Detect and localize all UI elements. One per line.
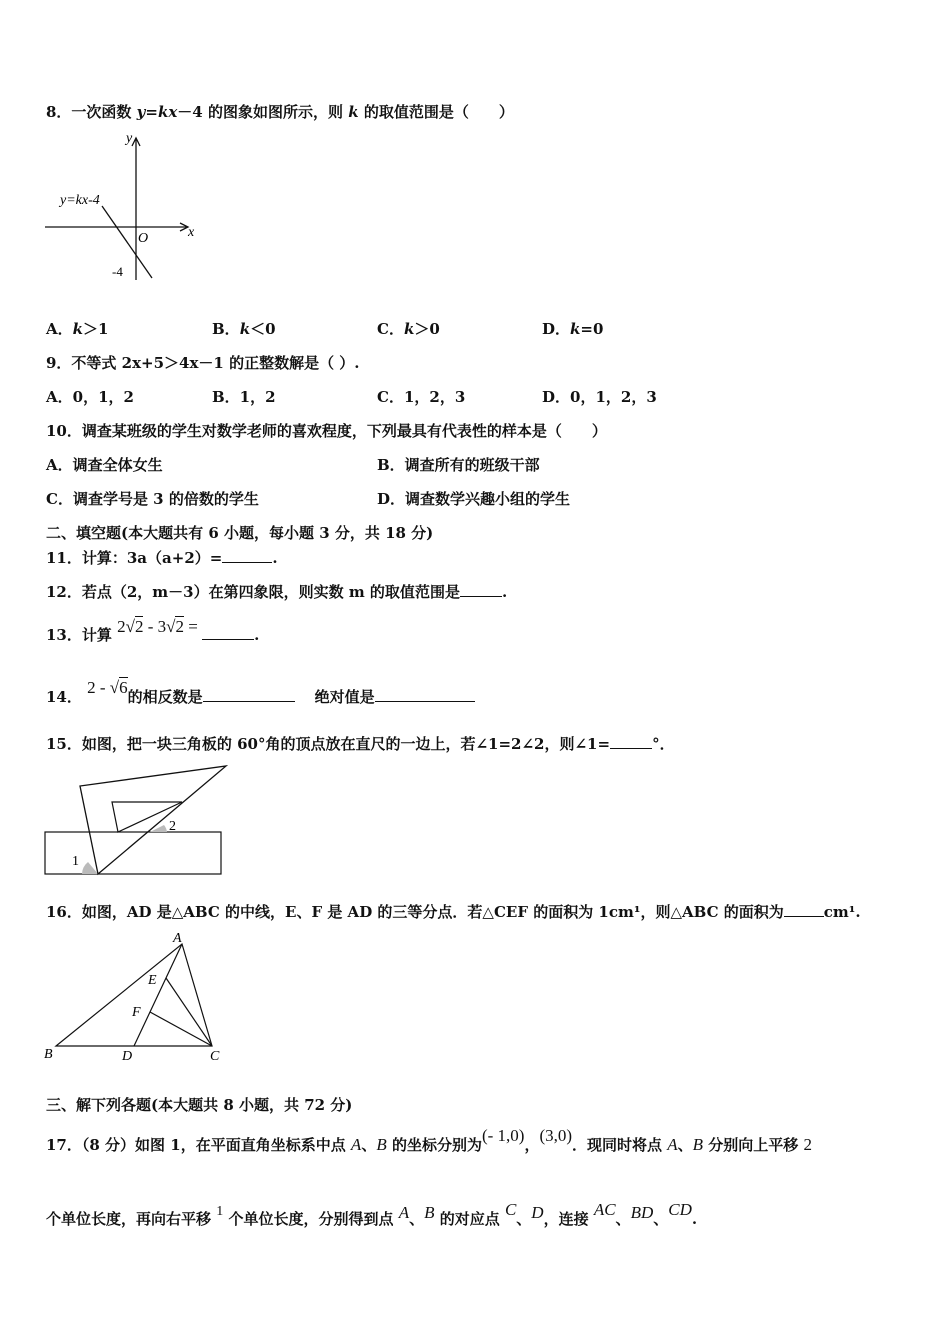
q8-option-a-letter: A． bbox=[46, 320, 73, 338]
q17-l2-a: A bbox=[398, 1203, 410, 1222]
q17-l1-t1: 17．（8 分）如图 1，在平面直角坐标系中点 bbox=[46, 1136, 351, 1154]
q9-option-b: B．1，2 bbox=[212, 388, 276, 406]
q10-stem: 10．调查某班级的学生对数学老师的喜欢程度，下列最具有代表性的样本是（ ） bbox=[46, 422, 607, 440]
q17-l2-t3: 的对应点 bbox=[434, 1210, 505, 1228]
q8-k: k bbox=[348, 103, 359, 121]
q13-end: . bbox=[254, 626, 260, 644]
q10-option-c: C．调查学号是 3 的倍数的学生 bbox=[46, 490, 259, 508]
q8-option-c bbox=[377, 319, 440, 339]
q16-unit: cm¹. bbox=[823, 903, 861, 921]
q11-end: . bbox=[272, 549, 278, 567]
q17-point-b: (3,0) bbox=[539, 1126, 573, 1145]
q8-option-c-letter: C． bbox=[377, 320, 404, 338]
q17-l1-n2: 2 bbox=[803, 1135, 813, 1154]
q12-stem: 12．若点（2，m－3）在第四象限，则实数 m 的取值范围是 bbox=[46, 583, 460, 601]
q17-l2-cd: CD bbox=[668, 1200, 692, 1219]
q8-stem-a: 8．一次函数 bbox=[46, 103, 137, 121]
sqrt-icon: √ bbox=[125, 617, 135, 636]
q9-option-d: D．0，1，2，3 bbox=[542, 388, 657, 406]
q14-line bbox=[46, 678, 475, 710]
q8-intercept-label: -4 bbox=[112, 264, 123, 279]
q11-stem: 11．计算：3a（a+2）= bbox=[46, 549, 223, 567]
q8-expr-b: －4 bbox=[177, 103, 203, 121]
q10-option-b: B．调查所有的班级干部 bbox=[377, 456, 540, 474]
q17-l2-b: B bbox=[424, 1203, 435, 1222]
q8-line-label: y=kx-4 bbox=[60, 193, 100, 208]
q8-option-b-rel: ＜0 bbox=[250, 320, 276, 338]
q17-line2 bbox=[46, 1200, 698, 1234]
q8-origin-label: O bbox=[138, 231, 149, 246]
q8-expr-a: y=kx bbox=[136, 103, 178, 121]
q17-l2-t2: 个单位长度，分别得到点 bbox=[223, 1210, 399, 1228]
section2-title: 二、填空题(本大题共有 6 小题，每小题 3 分，共 18 分) bbox=[46, 524, 434, 542]
q17-l2-d: D bbox=[531, 1203, 544, 1222]
q13-coef-1: 2 bbox=[117, 617, 126, 636]
q8-option-b-letter: B． bbox=[212, 320, 240, 338]
q16-median-ad bbox=[134, 944, 182, 1046]
q17-l1-sep2: 、 bbox=[677, 1136, 693, 1154]
q10-option-d: D．调查数学兴趣小组的学生 bbox=[377, 490, 571, 508]
q12-answer-blank bbox=[460, 582, 502, 597]
q15-answer-blank bbox=[610, 734, 652, 749]
q16-stem: 16．如图，AD 是△ABC 的中线，E、F 是 AD 的三等分点．若△CEF 的面积为 1cm¹，则△ABC 的面积为 bbox=[46, 903, 784, 921]
sqrt-icon: √ bbox=[109, 678, 120, 697]
q13-prefix: 13．计算 bbox=[46, 626, 112, 644]
q17-l1-b2: B bbox=[692, 1135, 704, 1154]
q17-l2-bd: BD bbox=[630, 1203, 654, 1222]
q17-l1-a2: A bbox=[667, 1135, 678, 1154]
q13-line bbox=[46, 617, 260, 648]
q8-x-label: x bbox=[188, 225, 195, 240]
q8-option-d bbox=[542, 319, 603, 339]
q16-label-b: B bbox=[44, 1047, 53, 1062]
q13-equals: = bbox=[183, 617, 198, 636]
q8-option-a-rel: ＞1 bbox=[83, 320, 109, 338]
q16-label-f: F bbox=[132, 1005, 141, 1020]
q17-l2-t1: 个单位长度，再向右平移 bbox=[46, 1210, 217, 1228]
q17-l1-t3: ．现同时将点 bbox=[572, 1136, 668, 1154]
q10-option-a: A．调查全体女生 bbox=[46, 456, 163, 474]
q14-a: 2 - bbox=[87, 678, 110, 697]
q17-l2-end: . bbox=[691, 1210, 698, 1228]
q17-l1-t2: 的坐标分别为 bbox=[386, 1136, 482, 1154]
q8-option-b-var: k bbox=[239, 320, 251, 338]
q17-l2-sep1: 、 bbox=[409, 1210, 425, 1228]
q8-stem bbox=[46, 102, 514, 122]
q11-answer-blank bbox=[222, 548, 272, 563]
q16-triangle-abc bbox=[56, 944, 212, 1046]
sqrt-icon: √ bbox=[166, 617, 176, 636]
q16-label-a: A bbox=[173, 931, 182, 946]
q17-line1 bbox=[46, 1126, 813, 1158]
q15-angle2-label: 2 bbox=[169, 819, 176, 834]
q14-expression bbox=[87, 678, 128, 697]
q14-answer-blank-1 bbox=[203, 687, 295, 702]
q8-graph-figure bbox=[40, 128, 210, 288]
q17-l2-sep2: 、 bbox=[516, 1210, 532, 1228]
q17-l1-b: B bbox=[376, 1135, 387, 1154]
q13-answer-blank bbox=[202, 625, 254, 640]
q8-option-d-var: k bbox=[570, 320, 581, 338]
q14-answer-blank-2 bbox=[375, 687, 475, 702]
q16-triangle-figure bbox=[40, 928, 240, 1066]
q9-option-c: C．1，2，3 bbox=[377, 388, 466, 406]
q13-radicand-2: 2 bbox=[175, 617, 184, 636]
q13-radicand-1: 2 bbox=[134, 617, 144, 636]
q16-label-e: E bbox=[148, 973, 157, 988]
q8-option-c-rel: ＞0 bbox=[414, 320, 440, 338]
q17-l1-comma: ， bbox=[524, 1136, 540, 1154]
q15-ruler-triangle-figure bbox=[42, 762, 232, 880]
q12-end: . bbox=[501, 583, 508, 601]
q13-expression bbox=[117, 617, 202, 636]
q17-l1-t4: 分别向上平移 bbox=[703, 1136, 804, 1154]
q8-y-label: y bbox=[126, 131, 133, 146]
q17-l2-sep3: 、 bbox=[615, 1210, 631, 1228]
section3-title: 三、解下列各题(本大题共 8 小题，共 72 分) bbox=[46, 1096, 353, 1114]
q14-prefix: 14． bbox=[46, 688, 82, 706]
q8-option-d-letter: D． bbox=[542, 320, 571, 338]
q16-label-c: C bbox=[210, 1049, 220, 1064]
q17-l2-n1: 1 bbox=[216, 1204, 224, 1219]
q17-l1-a: A bbox=[350, 1135, 362, 1154]
q15-stem: 15．如图，把一块三角板的 60°角的顶点放在直尺的一边上，若∠1=2∠2，则∠1= bbox=[46, 735, 611, 753]
q13-operator: - 3 bbox=[143, 617, 167, 636]
q16-segment-ec bbox=[166, 978, 212, 1046]
q16-segment-fc bbox=[150, 1012, 212, 1046]
q17-point-a: (- 1,0) bbox=[481, 1126, 525, 1145]
q14-text1: 的相反数是 bbox=[127, 688, 203, 706]
q15-line bbox=[46, 734, 675, 754]
q17-l2-t4: ，连接 bbox=[543, 1210, 594, 1228]
q14-radicand: 6 bbox=[119, 678, 128, 697]
q12-line bbox=[46, 582, 507, 602]
q16-answer-blank bbox=[784, 902, 824, 917]
q17-l2-ac: AC bbox=[593, 1200, 616, 1219]
q8-option-c-var: k bbox=[403, 320, 415, 338]
q8-option-a-var: k bbox=[72, 320, 84, 338]
q11-line bbox=[46, 548, 278, 568]
q8-stem-b: 的图象如图所示，则 bbox=[202, 103, 349, 121]
q16-line bbox=[46, 902, 861, 922]
q9-option-a: A．0，1，2 bbox=[46, 388, 134, 406]
q17-l1-sep1: 、 bbox=[361, 1136, 377, 1154]
q9-stem: 9．不等式 2x+5＞4x－1 的正整数解是（ ）. bbox=[46, 354, 360, 372]
q8-option-b bbox=[212, 319, 276, 339]
q15-triangle bbox=[80, 766, 226, 874]
q15-angle1-label: 1 bbox=[72, 854, 79, 869]
q17-l2-c: C bbox=[504, 1200, 517, 1219]
q8-option-d-rel: =0 bbox=[580, 320, 604, 338]
q17-l2-sep4: 、 bbox=[653, 1210, 669, 1228]
q8-option-a bbox=[46, 319, 108, 339]
q14-text2: 绝对值是 bbox=[314, 688, 375, 706]
q8-stem-c: 的取值范围是（ ） bbox=[358, 103, 514, 121]
q16-label-d: D bbox=[122, 1049, 133, 1064]
q15-end: °． bbox=[652, 735, 675, 753]
